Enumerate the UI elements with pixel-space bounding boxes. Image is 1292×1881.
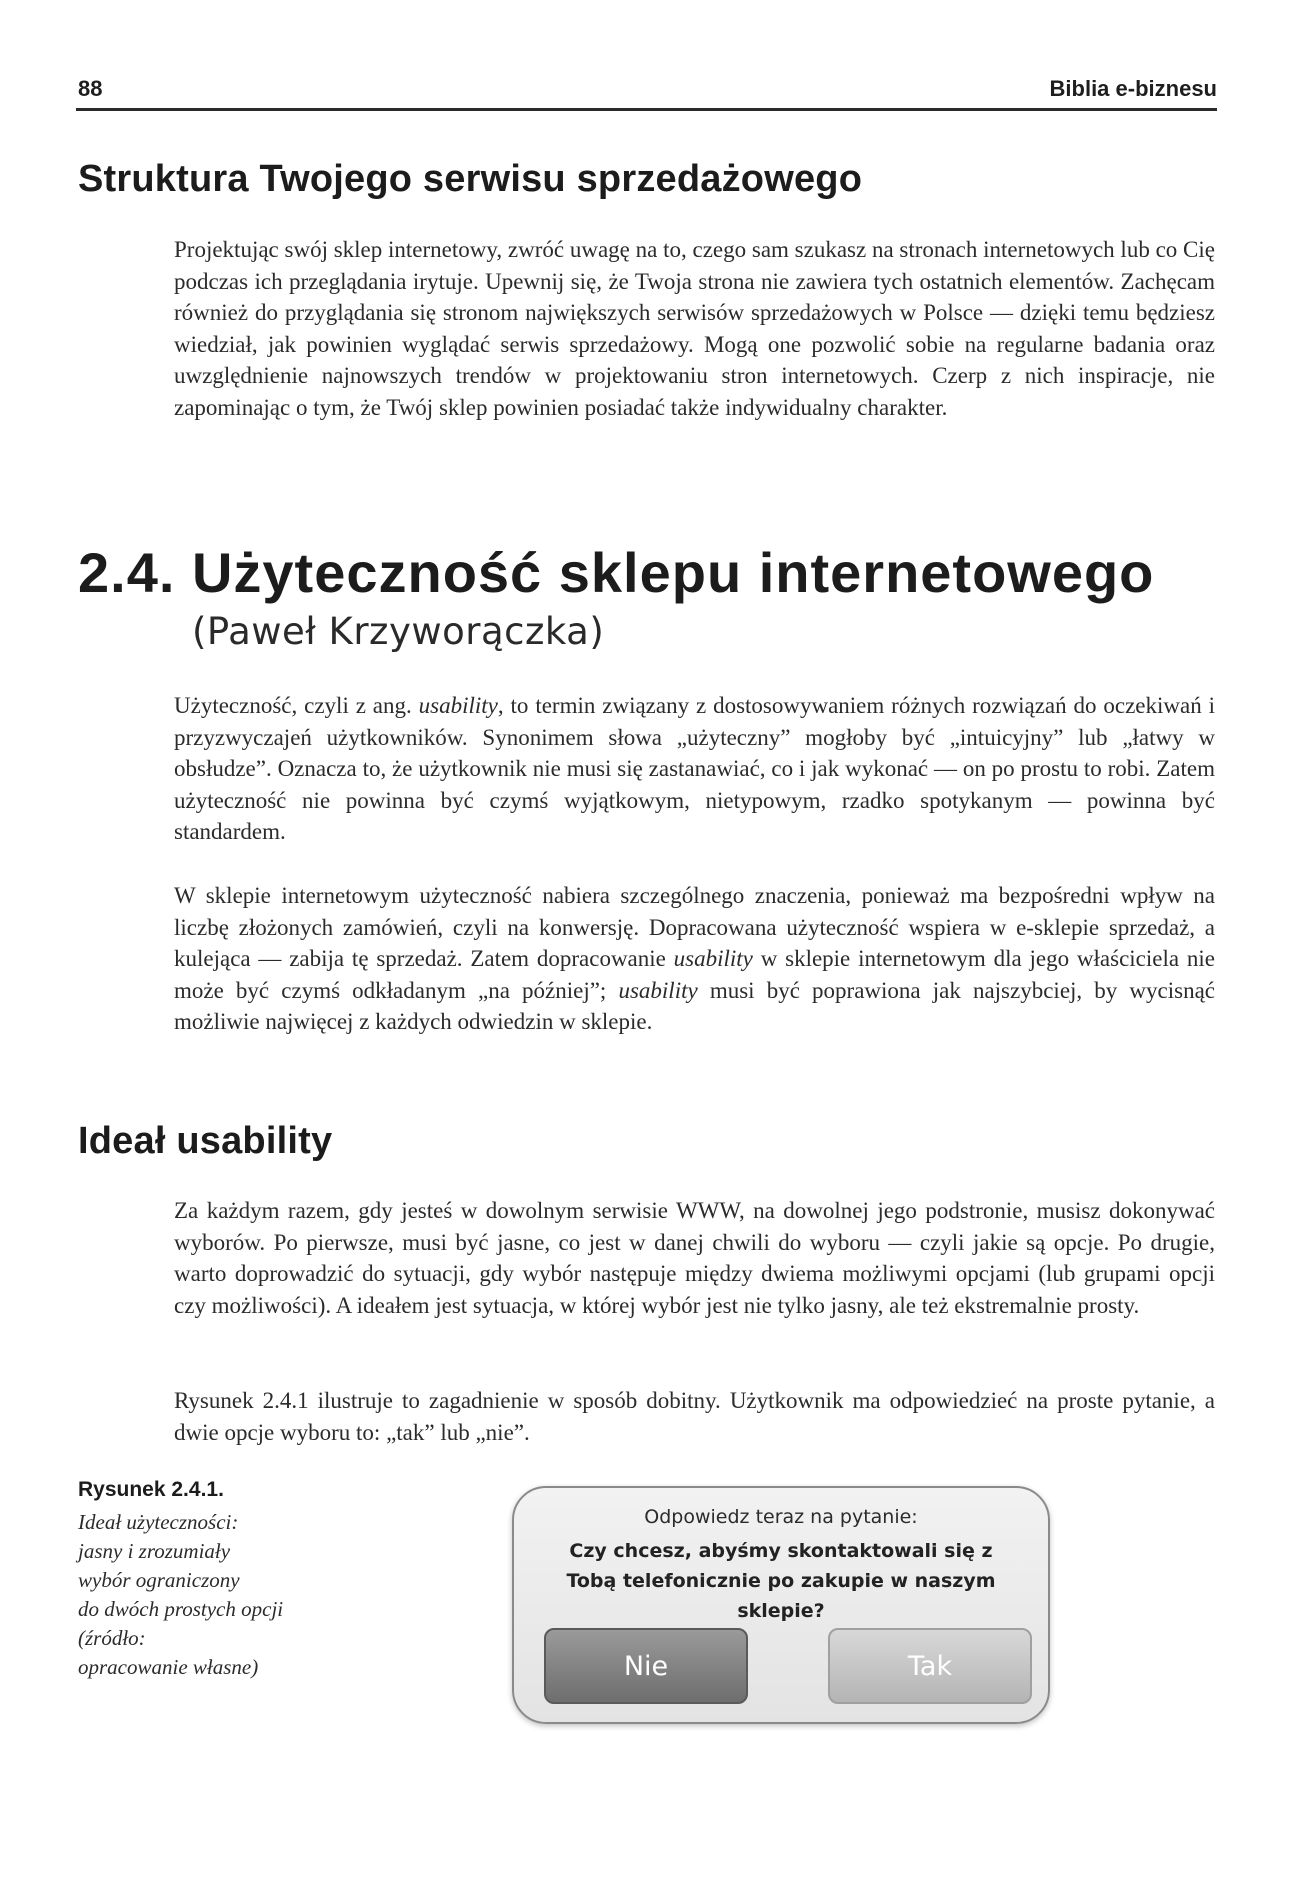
yes-button[interactable]: Tak — [828, 1628, 1032, 1704]
paragraph-structure: Projektując swój sklep internetowy, zwróć uwagę na to, czego sam szukasz na stronach internetowych lub co Cię podczas ich przeglądania irytuje. Upewnij się, że Twoja strona nie zawiera tych ostatnich elementów. Zachęcam również do przyglądania się stronom największych serwisów sprzedażowych w Polsce — dzięki temu będziesz wiedział, jak powinien wyglądać serwis sprzedażowy. Mogą one pozwolić sobie na regularne badania oraz uwzględnienie najnowszych trendów w projektowaniu stron internetowych. Czerp z nich inspiracje, nie zapominając o tym, że Twój sklep powinien posiadać także indywidualny charakter. — [174, 237, 1215, 420]
term-usability: usability — [673, 946, 753, 971]
section-heading-structure: Struktura Twojego serwisu sprzedażowego — [78, 158, 863, 200]
term-usability: usability — [618, 977, 698, 1003]
paragraph-figure-reference: Rysunek 2.4.1 ilustruje to zagadnienie w sposób dobitny. Użytkownik ma odpowiedzieć na proste pytanie, a dwie opcje wyboru to: „tak” lub „nie”. — [174, 1388, 1215, 1445]
figure-label: Rysunek 2.4.1. — [78, 1478, 224, 1501]
paragraph-usability-definition: Użyteczność, czyli z ang. usability, to termin związany z dostosowywaniem różnych rozwiązań do oczekiwań i przyzwyczajeń użytkowników. Synonimem słowa „użyteczny” mogłoby być „intuicyjny” lub „łatwy w obsłudze”. Oznacza to, że użytkownik nie musi się zastanawiać, co i jak wykonać — on po prostu to robi. Zatem użyteczność nie powinna być czymś wyjątkowym, nietypowym, rzadko spotykanym — powinna być standardem. — [174, 693, 1216, 844]
paragraph-usability-shop: W sklepie internetowym użyteczność nabiera szczególnego znaczenia, ponieważ ma bezpośredni wpływ na liczbę złożonych zamówień, czyli na konwersję. Dopracowana użyteczność wspiera w e-sklepie sprzedaż, a kulejąca — zabija tę sprzedaż. Zatem dopracowanie usability w sklepie internetowym dla jego właściciela nie może być czymś odkładanym „na później”; usability musi być poprawiona jak najszybciej, by wycisnąć możliwie najwięcej z każdych odwiedzin w sklepie. — [174, 883, 1215, 1034]
paragraph-choices: Za każdym razem, gdy jesteś w dowolnym serwisie WWW, na dowolnej jego podstronie, musisz dokonywać wyborów. Po pierwsze, musi być jasne, co jest w danej chwili do wyboru — czyli jakie są opcje. Po drugie, warto doprowadzić do sytuacji, gdy wybór następuje między dwiema możliwymi opcjami (lub grupami opcji czy możliwości). A ideałem jest sytuacja, w której wybór jest nie tylko jasny, ale też ekstremalnie prosty. — [174, 1198, 1215, 1318]
figure-dialog — [512, 1486, 1050, 1724]
dialog-question: Czy chcesz, abyśmy skontaktowali się z Tobą telefonicznie po zakupie w naszym sklepie? — [566, 1540, 996, 1622]
page-header — [76, 74, 1217, 111]
term-usability: usability — [418, 693, 498, 718]
chapter-heading: 2.4. Użyteczność sklepu internetowego — [78, 541, 1155, 604]
section-heading-ideal: Ideał usability — [78, 1120, 333, 1162]
book-title: Biblia e-biznesu — [1049, 76, 1217, 101]
chapter-author: (Paweł Krzyworączka) — [192, 610, 605, 653]
figure-caption: Ideał użyteczności: jasny i zrozumiały wybór ograniczony do dwóch prostych opcji (źródło: opracowanie własne) — [78, 1510, 284, 1679]
page-number: 88 — [78, 76, 103, 101]
no-button[interactable]: Nie — [544, 1628, 748, 1704]
dialog-prompt: Odpowiedz teraz na pytanie: — [644, 1506, 918, 1528]
